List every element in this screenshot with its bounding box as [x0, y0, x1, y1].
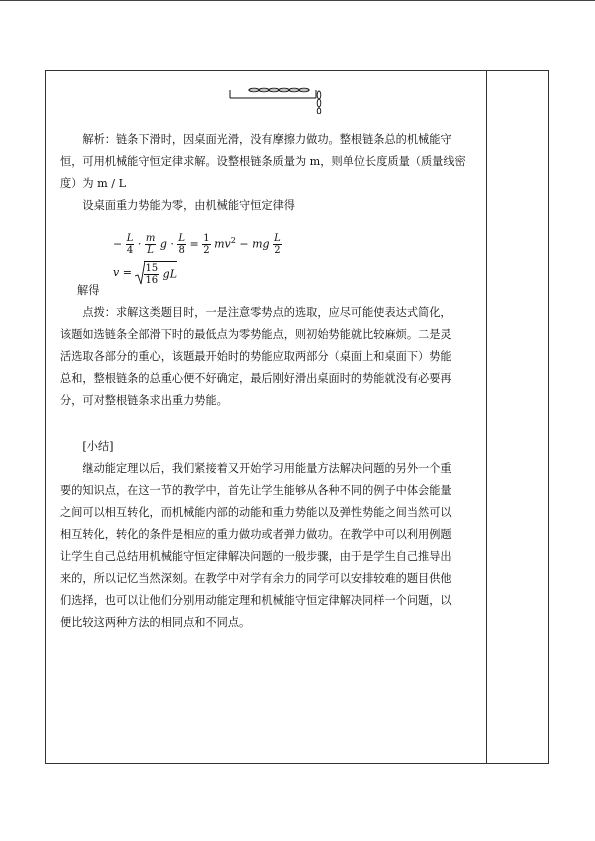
eq-gL: gL — [162, 267, 178, 280]
summary-line-1: 继动能定理以后，我们紧接着又开始学习用能量方法解决问题的另外一个重 — [82, 462, 452, 475]
eq-v: v = — [113, 266, 132, 279]
frac-15-over-16: $\frac{15}{16}$ — [145, 262, 159, 286]
hint-line-4: 总和，整根链条的总重心便不好确定，最后刚好滑出桌面时的势能就没有必要再 — [60, 372, 452, 385]
hint-line-2: 该题如选链条全部滑下时的最低点为零势能点，则初始势能就比较麻烦。二是灵 — [60, 328, 452, 341]
analysis-section — [60, 129, 478, 217]
velocity-result — [113, 260, 177, 286]
analysis-line-1: 解析：链条下滑时，因桌面光滑，没有摩擦力做功。整根链条总的机械能守 — [82, 133, 452, 146]
analysis-line-4: 设桌面重力势能为零，由机械能守恒定律得 — [82, 199, 295, 212]
summary-heading: [小结] — [82, 440, 114, 453]
summary-line-6: 来的，所以记忆当然深刻。在教学中对学有余力的同学可以安排较难的题目供他 — [60, 572, 452, 585]
column-divider — [486, 70, 487, 764]
eq-equals: = — [189, 237, 199, 251]
eq-g: g — [159, 237, 167, 251]
frac-one-half: $\frac{1}{2}$ — [203, 233, 210, 256]
frac-L-over-2: $\frac{L}{2}$ — [274, 233, 281, 256]
hint-section — [60, 302, 478, 412]
eq-square: 2 — [230, 235, 236, 245]
chain-table-figure — [228, 84, 328, 114]
summary-line-7: 们选择，也可以让他们分别用动能定理和机械能守恒定律解决同样一个问题，以 — [60, 594, 452, 607]
summary-line-2: 要的知识点，在这一节的教学中，首先让学生能够从各种不同的例子中体会能量 — [60, 484, 452, 497]
summary-line-4: 相互转化，转化的条件是相应的重力做功或者弹力做功。在教学中可以利用例题 — [60, 528, 452, 541]
analysis-line-2: 恒，可用机械能守恒定律求解。设整根链条质量为 m，则单位长度质量（质量线密 — [60, 155, 466, 168]
hint-line-5: 分，可对整根链条求出重力势能。 — [60, 394, 228, 407]
hint-line-1: 点拨：求解这类题目时，一是注意零势点的选取，应尽可能使表达式简化， — [82, 306, 452, 319]
eq-minus-mg: − mg — [239, 237, 270, 251]
frac-L-over-8: $\frac{L}{8}$ — [178, 233, 186, 256]
analysis-line-3: 度）为 m / L — [60, 177, 127, 190]
frac-m-over-L: $\frac{m}{L}$ — [145, 233, 156, 256]
hint-line-3: 活选取各部分的重心，该题最开始时的势能应取两部分（桌面上和桌面下）势能 — [60, 350, 452, 363]
eq-minus: − — [113, 237, 123, 251]
summary-line-5: 让学生自己总结用机械能守恒定律解决问题的一般步骤，由于是学生自己推导出 — [60, 550, 452, 563]
summary-line-8: 便比较这两种方法的相同点和不同点。 — [60, 616, 251, 629]
frac-L-over-4: $\frac{L}{4}$ — [126, 233, 134, 256]
eq-mv: mv — [214, 237, 231, 251]
summary-line-3: 之间可以相互转化，而机械能内部的动能和重力势能以及弹性势能之间当然可以 — [60, 506, 452, 519]
top-rule — [0, 0, 595, 1]
solve-label: 解得 — [77, 284, 100, 297]
summary-section — [60, 436, 478, 634]
energy-equation: − $\frac{L}{4}$ · $\frac{m}{L}$ g · $\frac{L}{8}$ = $\frac{1}{2}$ $mv^2$ − mg $\frac{L}{2}$ — [113, 233, 281, 256]
